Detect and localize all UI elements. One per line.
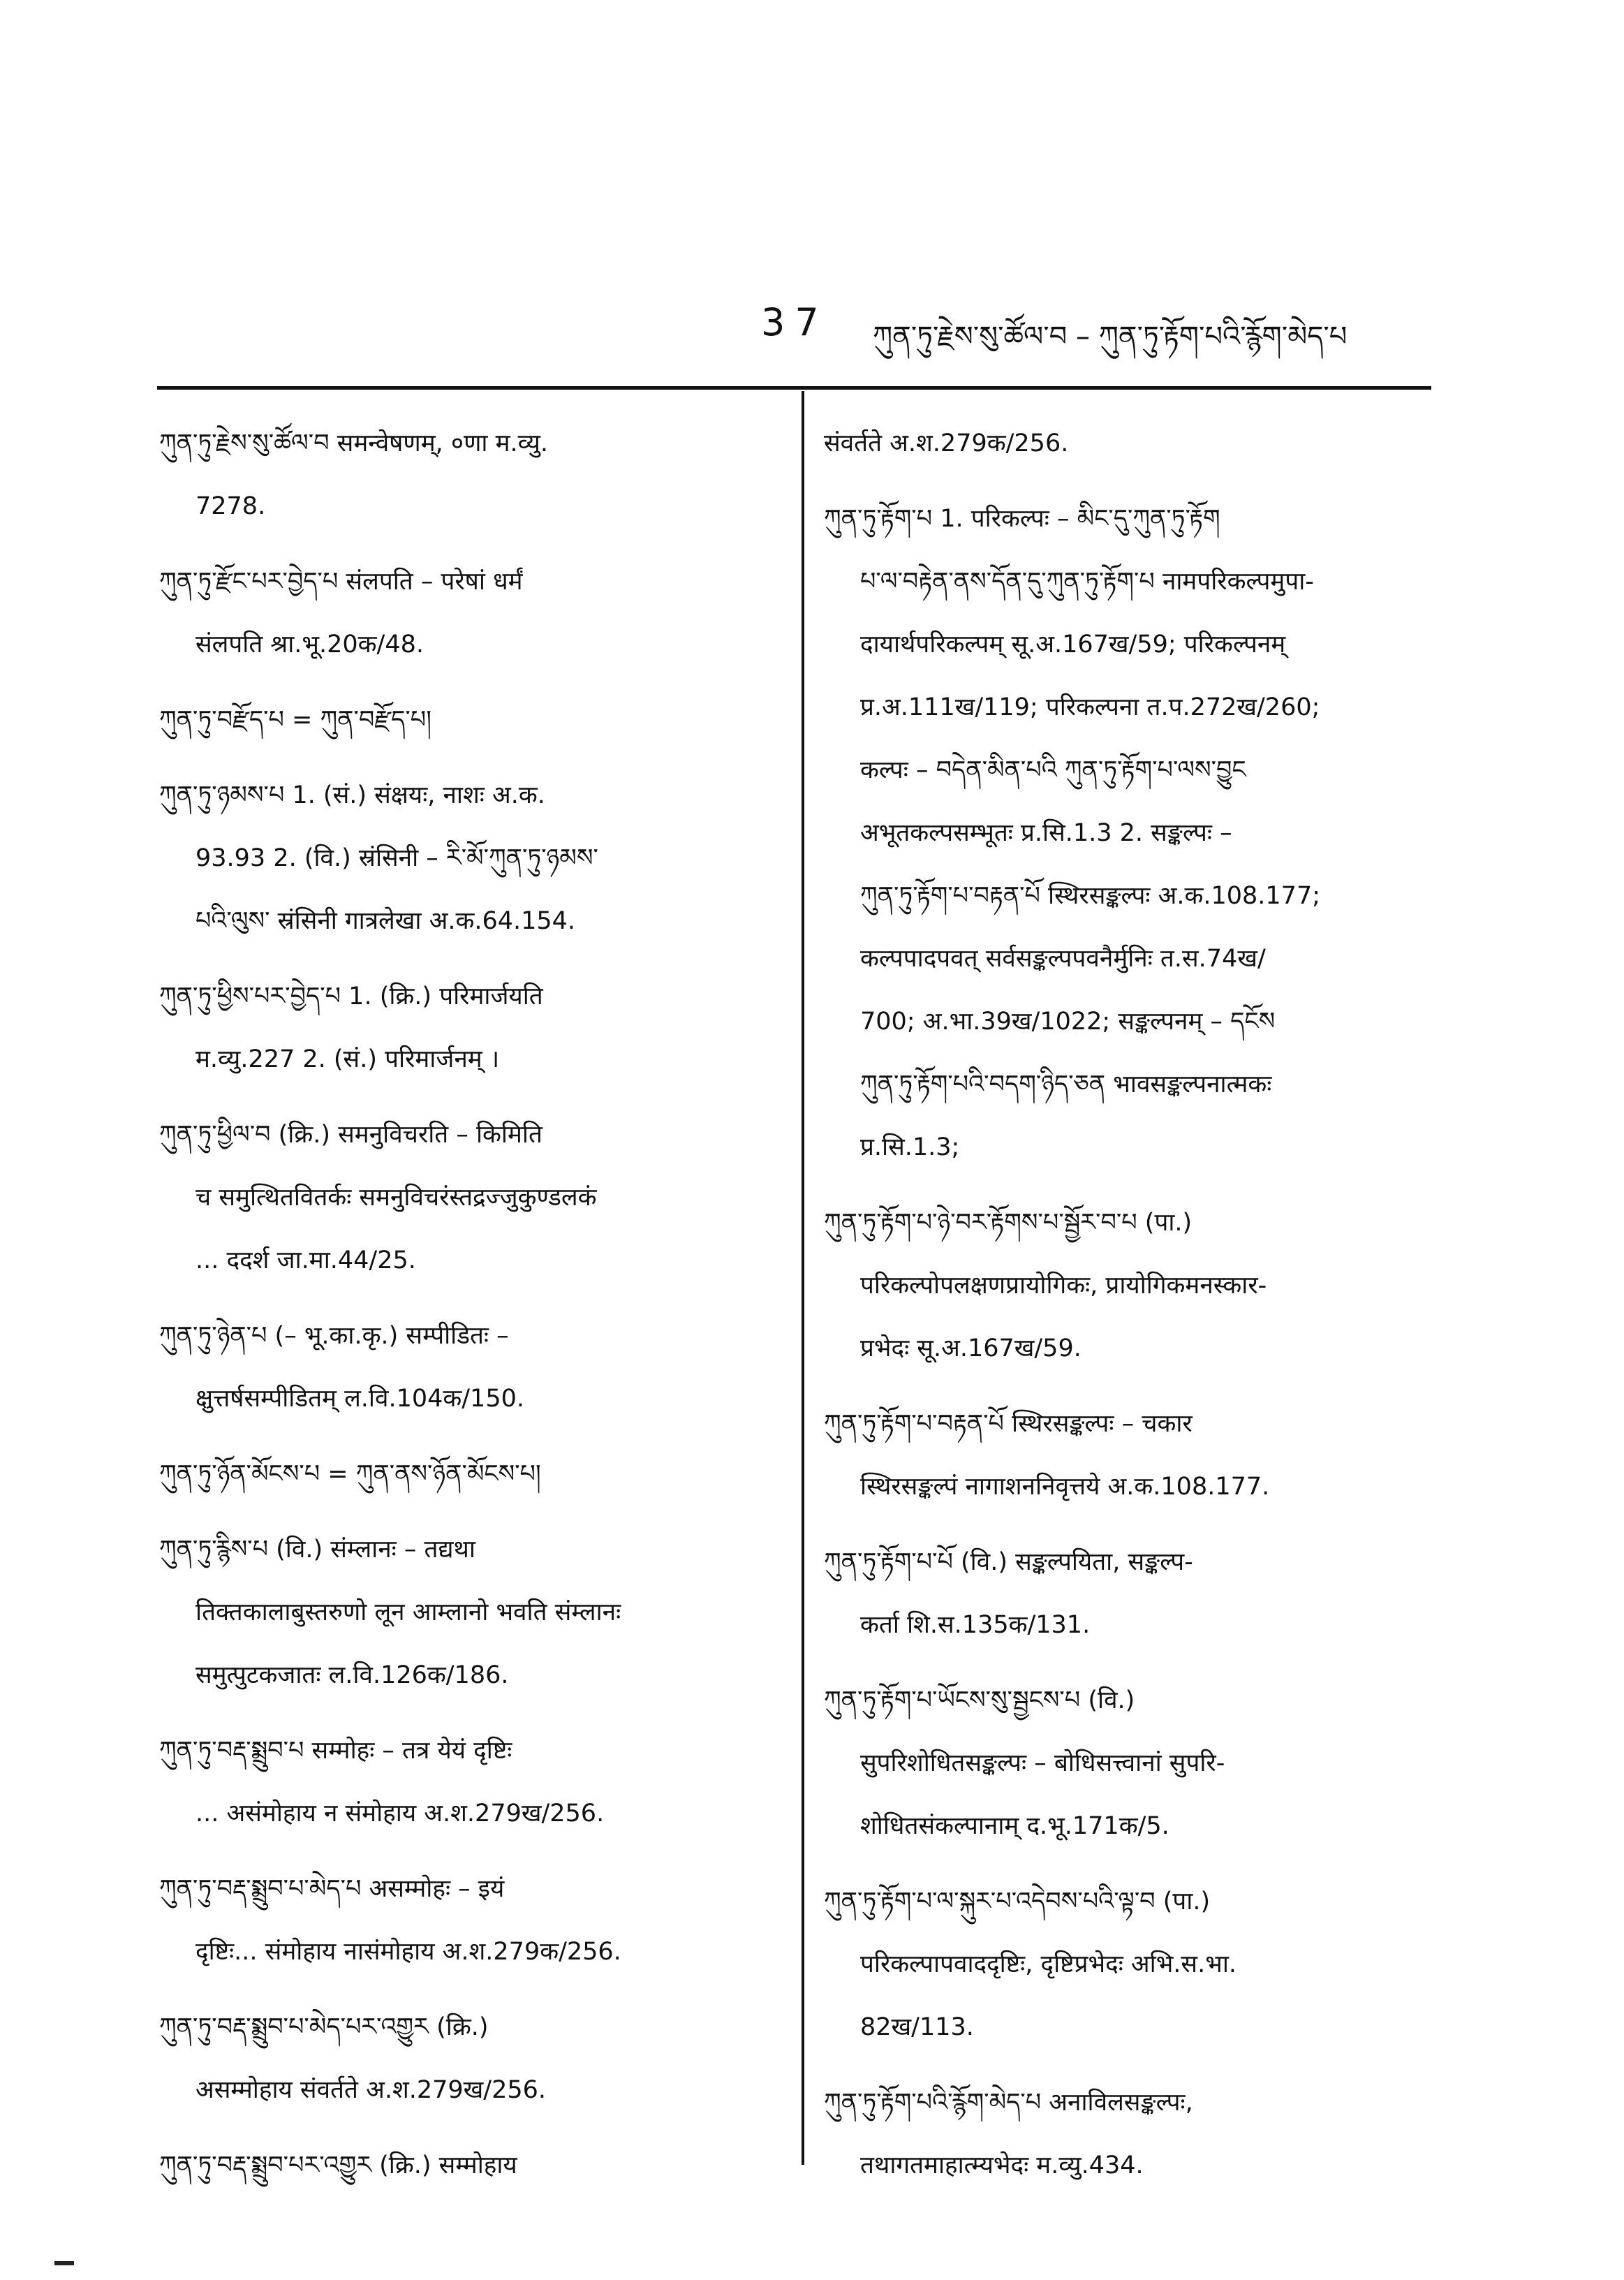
dictionary-entry bbox=[159, 689, 781, 751]
entry-line: दृष्टिः... संमोहाय नासंमोहाय अ.श.279क/256. bbox=[195, 1938, 621, 1966]
entry-headline: ཀུན་ཏུ་རྫོང་པར་བྱེད་པ संलपति – परेषां धर्मं bbox=[159, 568, 523, 596]
entry-line: परिकल्पापवाददृष्टिः, दृष्टिप्रभेदः अभि.स.भा. bbox=[860, 1950, 1237, 1978]
entry-line: अभूतकल्पसम्भूतः प्र.सि.1.3 2. सङ्कल्पः – bbox=[860, 819, 1232, 847]
entry-headline: ཀུན་ཏུ་རྟོག་པ་ཉེ་བར་རྟོགས་པ་སྦྱོར་བ་པ (पा.) bbox=[824, 1209, 1193, 1237]
entry-headline: ཀུན་ཏུ་རྟོག་པ་པོ (वि.) सङ्कल्पयिता, सङ्कल्प- bbox=[824, 1548, 1193, 1576]
dictionary-entry bbox=[159, 2134, 781, 2197]
right-column bbox=[824, 412, 1438, 2209]
entry-line: 93.93 2. (वि.) स्रंसिनी – རི་མོ་ཀུན་ཏུ་ཉམས་ bbox=[195, 844, 598, 872]
entry-line: པའི་ལུས་ स्रंसिनी गात्रलेखा अ.क.64.154. bbox=[195, 907, 576, 935]
entry-line: प्र.अ.111ख/119; परिकल्पना त.प.272ख/260; bbox=[860, 693, 1320, 721]
dictionary-entry bbox=[159, 764, 781, 953]
entry-line: स्थिरसङ्कल्पं नागाशननिवृत्तये अ.क.108.177. bbox=[860, 1473, 1270, 1501]
entry-line: समुत्पुटकजातः ल.वि.126क/186. bbox=[195, 1661, 509, 1689]
entry-line: कल्पपादपवत् सर्वसङ्कल्पपवनैर्मुनिः त.स.74ख/ bbox=[860, 945, 1266, 973]
dictionary-entry bbox=[824, 487, 1438, 1179]
entry-headline: ཀུན་ཏུ་ཕྱིས་པར་བྱེད་པ 1. (क्रि.) परिमार्जयति bbox=[159, 983, 543, 1010]
page-number: 37 bbox=[761, 300, 829, 344]
entry-headline: ཀུན་ཏུ་བརྡ་སྨྲུབ་པ सम्मोहः – तत्र येयं दृष्टिः bbox=[159, 1737, 512, 1765]
running-head: ཀུན་ཏུ་རྗེས་སུ་ཚོལ་བ – ཀུན་ཏུ་རྟོག་པའི་རྙོག་མེད་པ bbox=[873, 321, 1348, 353]
dictionary-entry bbox=[159, 1719, 781, 1845]
dictionary-entry bbox=[159, 1443, 781, 1506]
entry-line: असम्मोहाय संवर्तते अ.श.279ख/256. bbox=[195, 2076, 547, 2104]
entry-headline: संवर्तते अ.श.279क/256. bbox=[824, 429, 1069, 457]
dictionary-entry bbox=[824, 1870, 1438, 2059]
entry-headline: ཀུན་ཏུ་ཉེན་པ (– भू.का.कृ.) सम्पीडितः – bbox=[159, 1322, 509, 1350]
entry-headline: ཀུན་ཏུ་ཕྱིལ་བ (क्रि.) समनुविचरति – किमिति bbox=[159, 1121, 542, 1149]
entry-line: च समुत्थितवितर्कः समनुविचरंस्तद्रज्जुकुण्डलकं bbox=[195, 1184, 597, 1212]
entry-headline: ཀུན་ཏུ་རྟོག་པ་ལ་སྐུར་པ་འདེབས་པའི་ལྟ་བ (पा.) bbox=[824, 1888, 1211, 1915]
entry-headline: ཀུན་ཏུ་ཉོན་མོངས་པ = ཀུན་ནས་ཉོན་མོངས་པ། bbox=[159, 1460, 541, 1488]
entry-line: प्र.सि.1.3; bbox=[860, 1133, 960, 1161]
entry-line: 82ख/113. bbox=[860, 2013, 974, 2041]
entry-headline: ཀུན་ཏུ་བརྫོད་པ = ཀུན་བརྫོད་པ། bbox=[159, 706, 431, 734]
dictionary-entry bbox=[824, 1392, 1438, 1518]
left-column bbox=[159, 412, 781, 2209]
dictionary-entry bbox=[159, 1304, 781, 1430]
dictionary-entry bbox=[824, 1191, 1438, 1380]
entry-line: क्षुत्तर्षसम्पीडितम् ल.वि.104क/150. bbox=[195, 1385, 524, 1413]
dictionary-entry bbox=[159, 1103, 781, 1292]
header-rule bbox=[157, 386, 1431, 390]
dictionary-entry bbox=[824, 1531, 1438, 1656]
entry-line: 700; अ.भा.39ख/1022; सङ्कल्पनम् – དངོས bbox=[860, 1008, 1276, 1036]
entry-headline: ཀུན་ཏུ་རྙིས་པ (वि.) संम्लानः – तद्यथा bbox=[159, 1536, 475, 1564]
entry-headline: ཀུན་ཏུ་རྟོག་པ་བརྟན་པོ स्थिरसङ्कल्पः – चकार bbox=[824, 1410, 1193, 1438]
entry-headline: ཀུན་ཏུ་བརྡ་སྨྲུབ་པ་མེད་པ असम्मोहः – इयं bbox=[159, 1875, 505, 1903]
dictionary-entry bbox=[824, 2071, 1438, 2197]
dictionary-entry bbox=[159, 1996, 781, 2121]
entry-line: परिकल्पोपलक्षणप्रायोगिकः, प्रायोगिकमनस्कार- bbox=[860, 1272, 1267, 1300]
entry-headline: ཀུན་ཏུ་བརྡ་སྨྲུབ་པ་མེད་པར་འགྱུར (क्रि.) bbox=[159, 2013, 489, 2041]
entry-line: 7278. bbox=[195, 492, 266, 520]
entry-line: शोधितसंकल्पानाम् द.भू.171क/5. bbox=[860, 1812, 1169, 1840]
dictionary-entry bbox=[159, 965, 781, 1091]
entry-headline: ཀུན་ཏུ་ཉམས་པ 1. (सं.) संक्षयः, नाशः अ.क. bbox=[159, 781, 545, 809]
dictionary-entry bbox=[824, 412, 1438, 475]
entry-line: प्रभेदः सू.अ.167ख/59. bbox=[860, 1334, 1082, 1362]
page-mark bbox=[54, 2261, 74, 2265]
entry-line: तथागतमाहात्म्यभेदः म.व्यु.434. bbox=[860, 2152, 1144, 2179]
dictionary-entry bbox=[159, 412, 781, 538]
dictionary-entry bbox=[159, 1858, 781, 1983]
entry-line: ... ददर्श जा.मा.44/25. bbox=[195, 1246, 416, 1274]
dictionary-entry bbox=[824, 1669, 1438, 1858]
entry-headline: ཀུན་ཏུ་རྟོག་པའི་རྙོག་མེད་པ अनाविलसङ्कल्पः, bbox=[824, 2089, 1193, 2117]
entry-line: པ་ལ་བརྟེན་ནས་དོན་དུ་ཀུན་ཏུ་རྟོག་པ नामपरिकल्पमुपा- bbox=[860, 568, 1314, 596]
entry-line: ... असंमोहाय न संमोहाय अ.श.279ख/256. bbox=[195, 1800, 605, 1827]
page-header bbox=[761, 300, 1473, 356]
dictionary-entry bbox=[159, 550, 781, 676]
entry-line: ཀུན་ཏུ་རྟོག་པའི་བདག་ཉིད་ཅན भावसङ्कल्पनात्मकः bbox=[860, 1071, 1272, 1098]
entry-line: कल्पः – བདེན་མིན་པའི ཀུན་ཏུ་རྟོག་པ་ལས་བྱུང bbox=[860, 756, 1246, 784]
entry-line: संलपति श्रा.भू.20क/48. bbox=[195, 631, 424, 659]
entry-line: म.व्यु.227 2. (सं.) परिमार्जनम् । bbox=[195, 1045, 500, 1073]
entry-headline: ཀུན་ཏུ་བརྡ་སྨྲུབ་པར་འགྱུར (क्रि.) सम्मोहाय bbox=[159, 2152, 517, 2179]
entry-line: तिक्तकालाबुस्तरुणो लून आम्लानो भवति संम्लानः bbox=[195, 1598, 621, 1626]
entry-line: दायार्थपरिकल्पम् सू.अ.167ख/59; परिकल्पनम् bbox=[860, 631, 1286, 659]
entry-headline: ཀུན་ཏུ་རྗེས་སུ་ཚོལ་བ समन्वेषणम्, ०णा म.व्यु. bbox=[159, 429, 549, 457]
column-divider bbox=[802, 391, 804, 2165]
entry-line: कर्ता शि.स.135क/131. bbox=[860, 1611, 1091, 1639]
entry-line: ཀུན་ཏུ་རྟོག་པ་བརྟན་པོ स्थिरसङ्कल्पः अ.क.108.177; bbox=[860, 882, 1321, 910]
entry-headline: ཀུན་ཏུ་རྟོག་པ 1. परिकल्पः – མིང་དུ་ཀུན་ཏུ་རྟོག bbox=[824, 505, 1220, 533]
entry-line: सुपरिशोधितसङ्कल्पः – बोधिसत्त्वानां सुपरि- bbox=[860, 1749, 1225, 1777]
entry-headline: ཀུན་ཏུ་རྟོག་པ་ཡོངས་སུ་སྦྱངས་པ (वि.) bbox=[824, 1686, 1135, 1714]
dictionary-entry bbox=[159, 1518, 781, 1707]
